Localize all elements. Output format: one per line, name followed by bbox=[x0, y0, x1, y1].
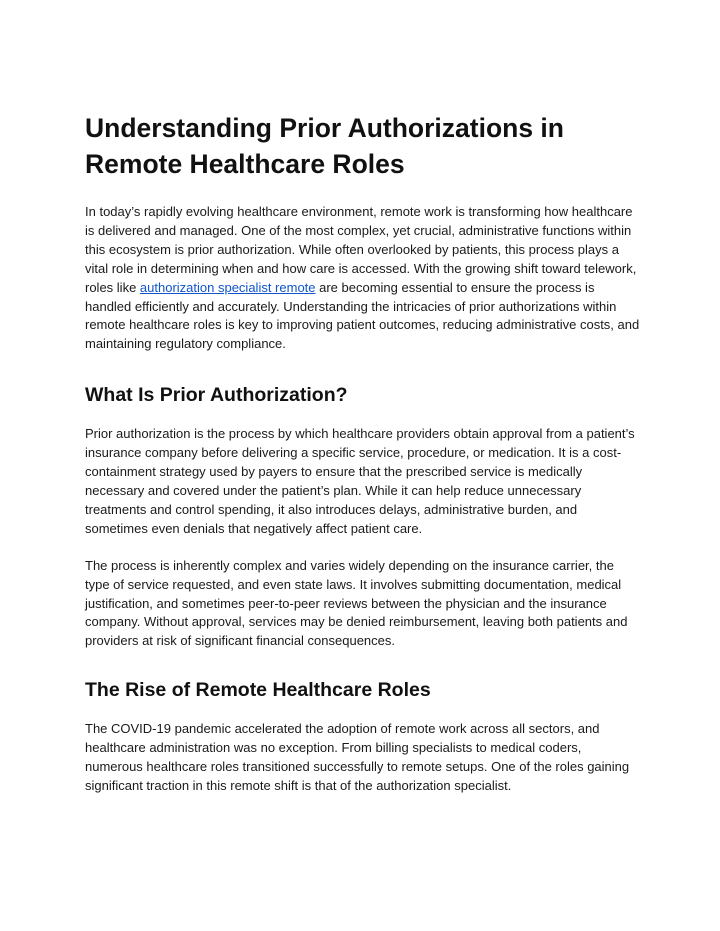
section-2-paragraph-1: The COVID-19 pandemic accelerated the adoption of remote work across all sectors, and healthcare administration was no exception. From billing specialists to medical coders, numerous healthcare roles transitioned successfully to remote setups. One of the roles gaining significant traction in this remote shift is that of the authorization specialist. bbox=[85, 721, 630, 793]
document-page bbox=[85, 110, 640, 814]
authorization-specialist-remote-link[interactable]: authorization specialist remote bbox=[139, 279, 316, 295]
section-1-paragraph-1: Prior authorization is the process by which healthcare providers obtain approval from a patient’s insurance company before delivering a specific service, procedure, or medication. It is a cost-containment strategy used by payers to ensure that the prescribed service is medically necessary and covered under the patient’s plan. While it can help reduce unnecessary treatments and control spending, it also introduces delays, administrative burden, and sometimes even denials that negatively affect patient care. bbox=[85, 426, 635, 536]
section-heading-what-is-prior-authorization: What Is Prior Authorization? bbox=[85, 384, 348, 407]
intro-paragraph bbox=[85, 203, 640, 354]
page-title: Understanding Prior Authorizations in Remote Healthcare Roles bbox=[85, 113, 564, 179]
section-1-paragraph-2: The process is inherently complex and varies widely depending on the insurance carrier, the type of service requested, and even state laws. It involves submitting documentation, medical justification, and sometimes peer-to-peer reviews between the physician and the insurance company. Without approval, services may be denied reimbursement, leaving both patients and providers at risk of significant financial consequences. bbox=[85, 557, 628, 649]
intro-text-after-link: are becoming essential to ensure the process is handled efficiently and accurately. Understanding the intricacies of prior authorizations within remote healthcare roles is key to improving patient outcomes, reducing administrative costs, and maintaining regulatory compliance. bbox=[85, 279, 640, 352]
intro-text-before-link: In today’s rapidly evolving healthcare environment, remote work is transforming how healthcare is delivered and managed. One of the most complex, yet crucial, administrative functions within this ecosystem is prior authorization. While often overlooked by patients, this process plays a vital role in determining when and how care is accessed. With the growing shift toward telework, roles like bbox=[85, 204, 637, 295]
section-heading-rise-of-remote-roles: The Rise of Remote Healthcare Roles bbox=[85, 679, 431, 702]
